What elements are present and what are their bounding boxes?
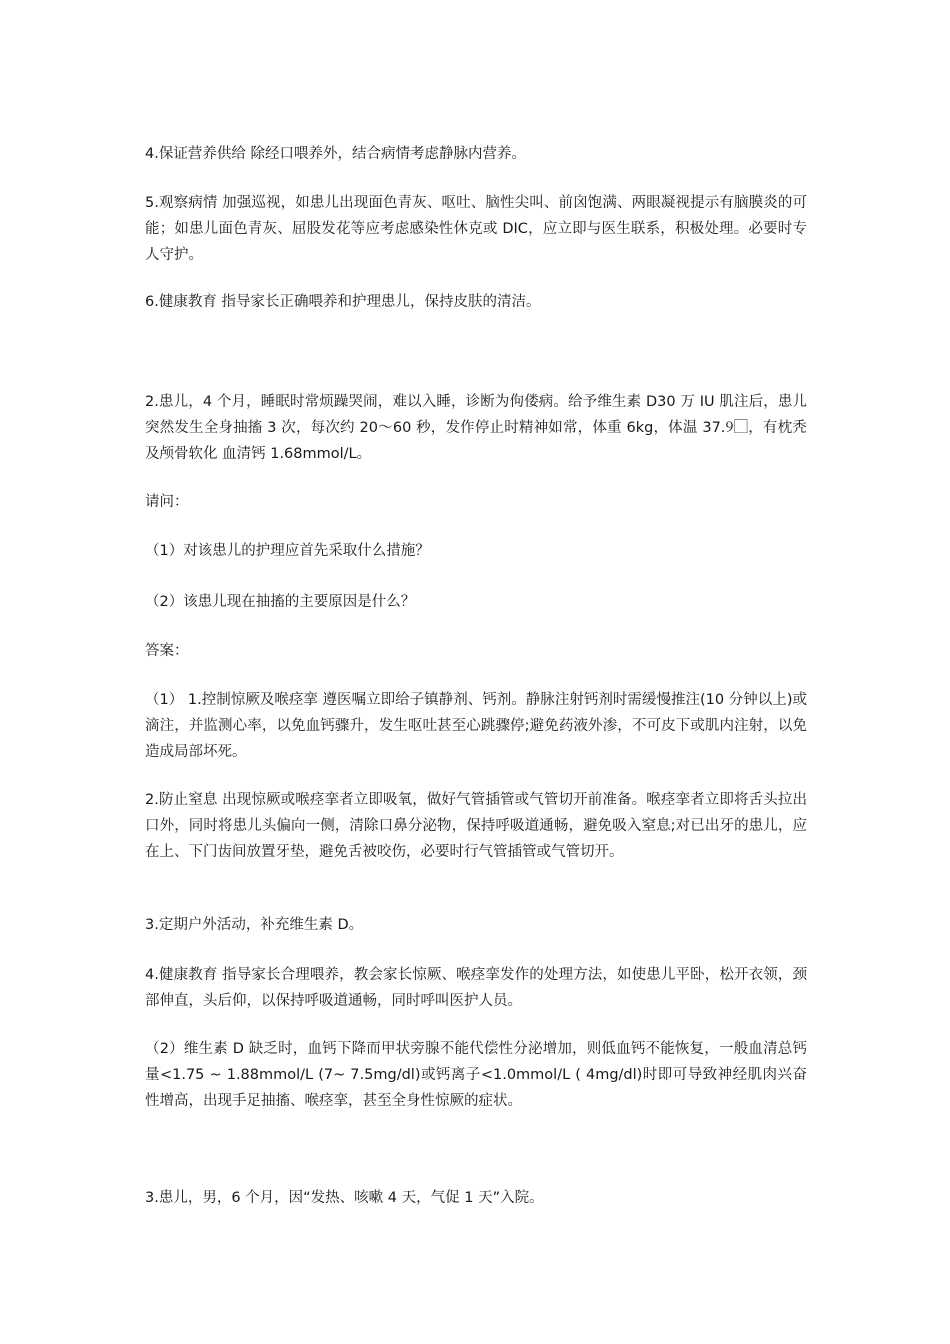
paragraph-answer-2: 2.防止窒息 出现惊厥或喉痉挛者立即吸氧，做好气管插管或气管切开前准备。喉痉挛者立即将舌头拉出口外，同时将患儿头偏向一侧，清除口鼻分泌物，保持呼吸道通畅，避免吸入窒息;对已出牙的患儿，应在上、下门齿间放置牙垫，避免舌被咬伤，必要时行气管插管或气管切开。 — [145, 792, 807, 860]
paragraph-question-intro: 请问： — [145, 494, 189, 510]
paragraph-case-2: 2.患儿，4 个月，睡眠时常烦躁哭闹，难以入睡，诊断为佝偻病。给予维生素 D30 万 IU 肌注后，患儿突然发生全身抽搐 3 次，每次约 20～60 秒，发作停止时精神如常，体重 6kg，体温 37.9⃞，有枕秃及颅骨软化 血清钙 1.68mmol/L。 — [145, 394, 807, 462]
paragraph-nutrition: 4.保证营养供给 除经口喂养外，结合病情考虑静脉内营养。 — [145, 146, 526, 162]
paragraph-question-2: （2）该患儿现在抽搐的主要原因是什么？ — [145, 594, 416, 610]
paragraph-question-1: （1）对该患儿的护理应首先采取什么措施？ — [145, 543, 430, 559]
paragraph-observe-condition: 5.观察病情 加强巡视，如患儿出现面色青灰、呕吐、脑性尖叫、前囟饱满、两眼凝视提示有脑膜炎的可能；如患儿面色青灰、屈股发花等应考虑感染性休克或 DIC，应立即与医生联系，积极处理。必要时专人守护。 — [145, 195, 807, 263]
paragraph-case-3: 3.患儿，男，6 个月，因“发热、咳嗽 4 天，气促 1 天”入院。 — [145, 1190, 544, 1206]
paragraph-health-education-1: 6.健康教育 指导家长正确喂养和护理患儿，保持皮肤的清洁。 — [145, 294, 541, 310]
paragraph-answer-1: （1） 1.控制惊厥及喉痉挛 遵医嘱立即给子镇静剂、钙剂。静脉注射钙剂时需缓慢推注(10 分钟以上)或滴注，并监测心率，以免血钙骤升，发生呕吐甚至心跳骤停;避免药液外渗，不可皮下或肌内注射，以免造成局部坏死。 — [145, 692, 807, 760]
paragraph-answer-heading: 答案： — [145, 643, 189, 659]
paragraph-answer-4: 4.健康教育 指导家长合理喂养，教会家长惊厥、喉痉挛发作的处理方法，如使患儿平卧，松开衣领，颈部伸直，头后仰，以保持呼吸道通畅，同时呼叫医护人员。 — [145, 967, 807, 1009]
paragraph-answer-3: 3.定期户外活动，补充维生素 D。 — [145, 917, 364, 933]
paragraph-answer-cause: （2）维生素 D 缺乏时，血钙下降而甲状旁腺不能代偿性分泌增加，则低血钙不能恢复，一般血清总钙量<1.75 ~ 1.88mmol/L (7~ 7.5mg/dl)或钙离子<1.0mmol/L ( 4mg/dl)时即可导致神经肌肉兴奋性增高，出现手足抽搐、喉痉挛，甚至全身性惊厥的症状。 — [145, 1041, 807, 1109]
